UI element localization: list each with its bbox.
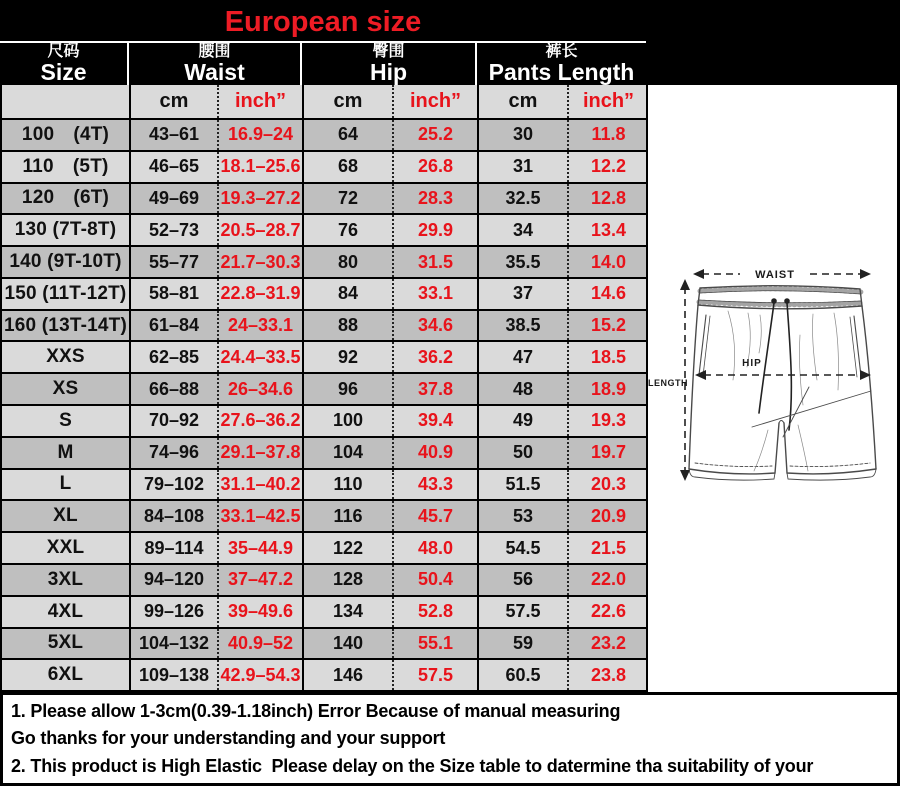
- hip-cm-cell: 146: [302, 660, 392, 690]
- pants-cm-cell: 51.5: [477, 470, 567, 500]
- hip-inch-unit: inch”: [392, 85, 477, 118]
- column-header-waist: [127, 43, 300, 85]
- waist-cm-cell: 84–108: [129, 501, 217, 531]
- pants-cm-cell: 35.5: [477, 247, 567, 277]
- waist-cm-cell: 94–120: [129, 565, 217, 595]
- hip-cm-cell: 64: [302, 120, 392, 150]
- pants-inch-cell: 23.8: [567, 660, 648, 690]
- waist-cm-cell: 104–132: [129, 629, 217, 659]
- pants-inch-cell: 20.3: [567, 470, 648, 500]
- column-headers: [0, 43, 646, 85]
- size-cell: 4XL: [47, 600, 84, 622]
- size-cell: 100 (4T): [21, 123, 110, 145]
- pants-inch-cell: 23.2: [567, 629, 648, 659]
- hip-cm-cell: 80: [302, 247, 392, 277]
- size-cell: XXL: [46, 537, 85, 559]
- pants-inch-cell: 12.2: [567, 152, 648, 182]
- waist-inch-cell: 42.9–54.3: [217, 660, 302, 690]
- pants-cm-cell: 31: [477, 152, 567, 182]
- hip-inch-cell: 48.0: [392, 533, 477, 563]
- pants-cm-cell: 53: [477, 501, 567, 531]
- column-header-pants-length: [475, 43, 646, 85]
- hip-inch-cell: 52.8: [392, 597, 477, 627]
- pants-cm-cell: 59: [477, 629, 567, 659]
- table-row: [0, 184, 646, 216]
- pants-cm-unit: cm: [477, 85, 567, 118]
- waist-cm-cell: 46–65: [129, 152, 217, 182]
- waist-cm-cell: 74–96: [129, 438, 217, 468]
- hip-inch-cell: 33.1: [392, 279, 477, 309]
- pants-cm-cell: 57.5: [477, 597, 567, 627]
- pants-inch-cell: 14.6: [567, 279, 648, 309]
- hip-cm-cell: 128: [302, 565, 392, 595]
- size-cell: XL: [53, 505, 78, 527]
- pants-cm-cell: 32.5: [477, 184, 567, 214]
- pants-inch-cell: 11.8: [567, 120, 648, 150]
- waist-inch-cell: 27.6–36.2: [217, 406, 302, 436]
- pants-inch-cell: 14.0: [567, 247, 648, 277]
- pants-inch-cell: 13.4: [567, 215, 648, 245]
- hip-inch-cell: 31.5: [392, 247, 477, 277]
- size-cell: 130 (7T-8T): [14, 219, 117, 241]
- pants-cm-cell: 47: [477, 342, 567, 372]
- unit-empty-cell: [2, 85, 129, 118]
- pants-cm-cell: 34: [477, 215, 567, 245]
- table-row: [0, 660, 646, 692]
- waist-inch-cell: 24–33.1: [217, 311, 302, 341]
- waist-inch-cell: 18.1–25.6: [217, 152, 302, 182]
- size-cell: M: [57, 441, 74, 463]
- waist-inch-cell: 21.7–30.3: [217, 247, 302, 277]
- hip-cm-cell: 84: [302, 279, 392, 309]
- size-table-body: [0, 120, 646, 692]
- table-row: [0, 152, 646, 184]
- note-measuring-error: 1. Please allow 1-3cm(0.39-1.18inch) Error Because of manual measuring: [11, 701, 621, 722]
- size-cell: XS: [52, 378, 79, 400]
- waist-inch-cell: 26–34.6: [217, 374, 302, 404]
- pants-cm-cell: 56: [477, 565, 567, 595]
- pants-cm-cell: 38.5: [477, 311, 567, 341]
- hip-inch-cell: 34.6: [392, 311, 477, 341]
- size-cell: 120 (6T): [21, 187, 110, 209]
- pants-inch-cell: 20.9: [567, 501, 648, 531]
- waist-inch-cell: 33.1–42.5: [217, 501, 302, 531]
- pants-cm-cell: 50: [477, 438, 567, 468]
- column-header-size-en: Size: [40, 59, 87, 86]
- hip-cm-cell: 72: [302, 184, 392, 214]
- page-title: European size: [224, 5, 422, 38]
- table-row: [0, 247, 646, 279]
- size-cell: S: [59, 409, 72, 431]
- note-thanks: Go thanks for your understanding and your support: [11, 728, 446, 749]
- table-row: [0, 501, 646, 533]
- note-high-elastic: 2. This product is High Elastic Please delay on the Size table to datermine tha suitability of your: [11, 755, 814, 776]
- hip-inch-cell: 29.9: [392, 215, 477, 245]
- waist-cm-cell: 99–126: [129, 597, 217, 627]
- column-header-hip-zh: 臀围: [372, 42, 405, 60]
- hip-cm-cell: 134: [302, 597, 392, 627]
- hip-inch-cell: 37.8: [392, 374, 477, 404]
- size-cell: L: [59, 473, 72, 495]
- waist-cm-cell: 79–102: [129, 470, 217, 500]
- column-header-size: [0, 43, 127, 85]
- pants-inch-cell: 12.8: [567, 184, 648, 214]
- waist-inch-cell: 37–47.2: [217, 565, 302, 595]
- hip-cm-cell: 76: [302, 215, 392, 245]
- hip-inch-cell: 40.9: [392, 438, 477, 468]
- waist-inch-cell: 35–44.9: [217, 533, 302, 563]
- waist-cm-cell: 52–73: [129, 215, 217, 245]
- pants-cm-cell: 30: [477, 120, 567, 150]
- waist-inch-cell: 29.1–37.8: [217, 438, 302, 468]
- hip-inch-cell: 55.1: [392, 629, 477, 659]
- pants-inch-unit: inch”: [567, 85, 648, 118]
- column-header-size-zh: 尺码: [47, 42, 80, 60]
- pants-inch-cell: 18.9: [567, 374, 648, 404]
- pants-cm-cell: 60.5: [477, 660, 567, 690]
- waist-arrow-label: WAIST: [755, 269, 795, 281]
- waist-cm-cell: 43–61: [129, 120, 217, 150]
- size-cell: 150 (11T-12T): [4, 282, 127, 304]
- size-cell: 5XL: [47, 632, 84, 654]
- waist-cm-cell: 109–138: [129, 660, 217, 690]
- pants-cm-cell: 49: [477, 406, 567, 436]
- hip-cm-unit: cm: [302, 85, 392, 118]
- table-row: [0, 215, 646, 247]
- size-cell: 140 (9T-10T): [9, 251, 122, 273]
- shorts-measurement-diagram: [648, 85, 897, 692]
- waist-inch-cell: 31.1–40.2: [217, 470, 302, 500]
- hip-cm-cell: 104: [302, 438, 392, 468]
- hip-cm-cell: 88: [302, 311, 392, 341]
- waist-inch-cell: 16.9–24: [217, 120, 302, 150]
- hip-inch-cell: 39.4: [392, 406, 477, 436]
- waist-inch-cell: 19.3–27.2: [217, 184, 302, 214]
- table-row: [0, 565, 646, 597]
- size-cell: XXS: [46, 346, 85, 368]
- size-cell: 160 (13T-14T): [4, 314, 127, 336]
- waist-inch-cell: 40.9–52: [217, 629, 302, 659]
- hip-cm-cell: 96: [302, 374, 392, 404]
- hip-inch-cell: 57.5: [392, 660, 477, 690]
- pants-inch-cell: 18.5: [567, 342, 648, 372]
- hip-cm-cell: 122: [302, 533, 392, 563]
- waist-cm-cell: 62–85: [129, 342, 217, 372]
- hip-inch-cell: 28.3: [392, 184, 477, 214]
- table-row: [0, 342, 646, 374]
- waist-cm-cell: 49–69: [129, 184, 217, 214]
- pants-inch-cell: 15.2: [567, 311, 648, 341]
- table-row: [0, 120, 646, 152]
- size-cell: 110 (5T): [22, 155, 109, 177]
- table-row: [0, 438, 646, 470]
- column-header-pants-length-en: Pants Length: [488, 59, 635, 86]
- unit-subheader-row: [0, 85, 646, 120]
- waist-inch-cell: 20.5–28.7: [217, 215, 302, 245]
- hip-inch-cell: 25.2: [392, 120, 477, 150]
- table-row: [0, 470, 646, 502]
- pants-cm-cell: 37: [477, 279, 567, 309]
- pants-inch-cell: 22.6: [567, 597, 648, 627]
- hip-cm-cell: 100: [302, 406, 392, 436]
- header-band: [0, 0, 900, 85]
- hip-inch-cell: 36.2: [392, 342, 477, 372]
- hip-cm-cell: 110: [302, 470, 392, 500]
- size-cell: 3XL: [47, 568, 84, 590]
- waist-inch-unit: inch”: [217, 85, 302, 118]
- table-row: [0, 311, 646, 343]
- waist-cm-cell: 58–81: [129, 279, 217, 309]
- column-header-waist-zh: 腰围: [198, 42, 231, 60]
- hip-arrow-label: HIP: [742, 358, 762, 369]
- hip-cm-cell: 140: [302, 629, 392, 659]
- waist-inch-cell: 22.8–31.9: [217, 279, 302, 309]
- waist-inch-cell: 39–49.6: [217, 597, 302, 627]
- waist-inch-cell: 24.4–33.5: [217, 342, 302, 372]
- hip-inch-cell: 43.3: [392, 470, 477, 500]
- table-row: [0, 406, 646, 438]
- pants-cm-cell: 54.5: [477, 533, 567, 563]
- hip-cm-cell: 116: [302, 501, 392, 531]
- pants-inch-cell: 22.0: [567, 565, 648, 595]
- table-row: [0, 533, 646, 565]
- size-cell: 6XL: [47, 664, 84, 686]
- pants-inch-cell: 19.7: [567, 438, 648, 468]
- waist-cm-cell: 55–77: [129, 247, 217, 277]
- table-row: [0, 374, 646, 406]
- hip-cm-cell: 68: [302, 152, 392, 182]
- pants-inch-cell: 19.3: [567, 406, 648, 436]
- waist-cm-cell: 89–114: [129, 533, 217, 563]
- pants-cm-cell: 48: [477, 374, 567, 404]
- pants-inch-cell: 21.5: [567, 533, 648, 563]
- hip-inch-cell: 45.7: [392, 501, 477, 531]
- waist-cm-cell: 66–88: [129, 374, 217, 404]
- column-header-pants-length-zh: 裤长: [545, 42, 578, 60]
- hip-inch-cell: 50.4: [392, 565, 477, 595]
- waist-cm-cell: 61–84: [129, 311, 217, 341]
- hip-inch-cell: 26.8: [392, 152, 477, 182]
- table-row: [0, 629, 646, 661]
- footer-notes: [0, 692, 900, 786]
- table-row: [0, 279, 646, 311]
- column-header-hip: [300, 43, 475, 85]
- column-header-waist-en: Waist: [184, 59, 245, 86]
- waist-cm-cell: 70–92: [129, 406, 217, 436]
- column-header-hip-en: Hip: [369, 59, 408, 86]
- waist-cm-unit: cm: [129, 85, 217, 118]
- length-arrow-label: LENGTH: [648, 378, 688, 388]
- table-row: [0, 597, 646, 629]
- hip-cm-cell: 92: [302, 342, 392, 372]
- diagram-panel: [646, 85, 900, 692]
